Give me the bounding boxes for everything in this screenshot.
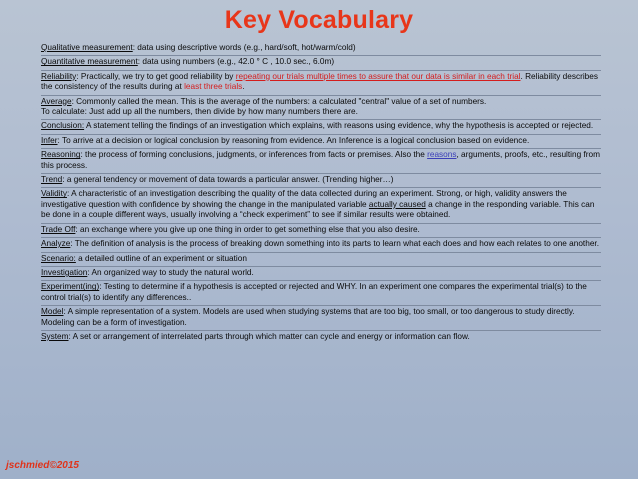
term-infer: Infer: [41, 135, 58, 145]
def-tradeoff: : an exchange where you give up one thing in order to get something else that you also desire.: [75, 224, 420, 234]
def-trend: : a general tendency or movement of data towards a particular answer. (Trending higher…): [62, 175, 394, 185]
def-model: : A simple representation of a system. Models are used when studying systems that are too big, too small, or too dangerous to study directly. Modeling can be a form of investigation.: [41, 307, 575, 327]
reliability-red-text: least three trials: [184, 82, 243, 92]
term-experiment: Experiment(ing): [41, 282, 100, 292]
def-infer: : To arrive at a decision or logical conclusion by reasoning from evidence. An Inference is a logical conclusion based on evidence.: [57, 135, 530, 145]
term-average: Average: [41, 96, 72, 106]
entry-reasoning: [41, 149, 601, 174]
def-scenario: a detailed outline of an experiment or situation: [75, 253, 247, 263]
def-average-2: To calculate: Just add up all the numbers, then divide by how many numbers there are.: [41, 107, 358, 117]
author-credit: jschmied©2015: [6, 460, 79, 471]
entry-conclusion: [41, 120, 601, 134]
term-validity: Validity: [41, 189, 67, 199]
entry-investigation: [41, 267, 601, 281]
def-reliability-2: . Reliability describes the consistency of the results during at: [41, 71, 598, 92]
reasons-link[interactable]: reasons: [427, 150, 457, 160]
def-investigation: : An organized way to study the natural world.: [87, 267, 254, 277]
entry-quantitative: [41, 56, 601, 70]
term-trend: Trend: [41, 175, 63, 185]
def-reasoning-1: : the process of forming conclusions, judgments, or inferences from facts or premises. Also the: [80, 150, 428, 160]
def-experiment: : Testing to determine if a hypothesis is accepted or rejected and WHY. In an experiment one compares the experimental trial(s) to the control trial(s) to identify any differences..: [41, 282, 587, 302]
page-title: Key Vocabulary: [224, 6, 414, 34]
def-reasoning-2: , arguments, proofs, etc., resulting from this process.: [41, 150, 600, 170]
term-tradeoff: Trade Off: [41, 224, 76, 234]
reliability-red-link[interactable]: repeating our trials multiple times to assure that our data is similar in each trial: [235, 71, 521, 81]
entry-experiment: [41, 281, 601, 306]
term-model: Model: [41, 307, 64, 317]
def-validity-2: a change in the responding variable. This can be done in a couple different ways, usually involving a “check experiment” to see if similar results were obtained.: [41, 199, 595, 220]
term-analyze: Analyze: [41, 239, 71, 249]
def-analyze: : The definition of analysis is the process of breaking down something into its parts to learn what each does and how each relates to one another.: [70, 239, 599, 249]
entry-trend: [41, 174, 601, 188]
entry-tradeoff: [41, 224, 601, 238]
term-reliability: Reliability: [41, 71, 77, 81]
term-investigation: Investigation: [41, 267, 88, 277]
def-average: : Commonly called the mean. This is the average of the numbers: a calculated "central" value of a set of numbers.: [71, 96, 487, 106]
entry-infer: [41, 135, 601, 149]
validity-underlined-text: actually caused: [368, 199, 426, 209]
term-system: System: [41, 331, 69, 341]
vocabulary-list: [41, 42, 601, 344]
entry-scenario: [41, 253, 601, 267]
term-qualitative: Qualitative measurement: [41, 43, 133, 52]
term-scenario: Scenario:: [41, 253, 76, 263]
def-quantitative: : data using numbers (e.g., 42.0 ° C , 10.0 sec., 6.0m): [137, 57, 335, 67]
entry-qualitative: [41, 42, 601, 56]
entry-reliability: [41, 71, 601, 96]
term-reasoning: Reasoning: [41, 150, 81, 160]
def-reliability-1: : Practically, we try to get good reliability by: [76, 71, 236, 81]
term-conclusion: Conclusion:: [41, 121, 85, 131]
entry-model: [41, 306, 601, 331]
def-validity-1: : A characteristic of an investigation describing the quality of the data collected during an experiment. Strong, or high, validity answers the investigative question with confidence by showing the change in the manipulated variable: [41, 189, 567, 209]
entry-analyze: [41, 238, 601, 252]
def-conclusion: A statement telling the findings of an investigation which explains, with reasons using evidence, why the hypothesis is accepted or rejected.: [84, 121, 594, 131]
def-reliability-3: .: [242, 82, 245, 92]
def-qualitative: : data using descriptive words (e.g., hard/soft, hot/warm/cold): [132, 43, 356, 52]
entry-system: [41, 331, 601, 344]
def-system: : A set or arrangement of interrelated parts through which matter can cycle and energy or information can flow.: [68, 331, 470, 341]
term-quantitative: Quantitative measurement: [41, 57, 138, 67]
entry-average: [41, 96, 601, 121]
entry-validity: [41, 188, 601, 223]
